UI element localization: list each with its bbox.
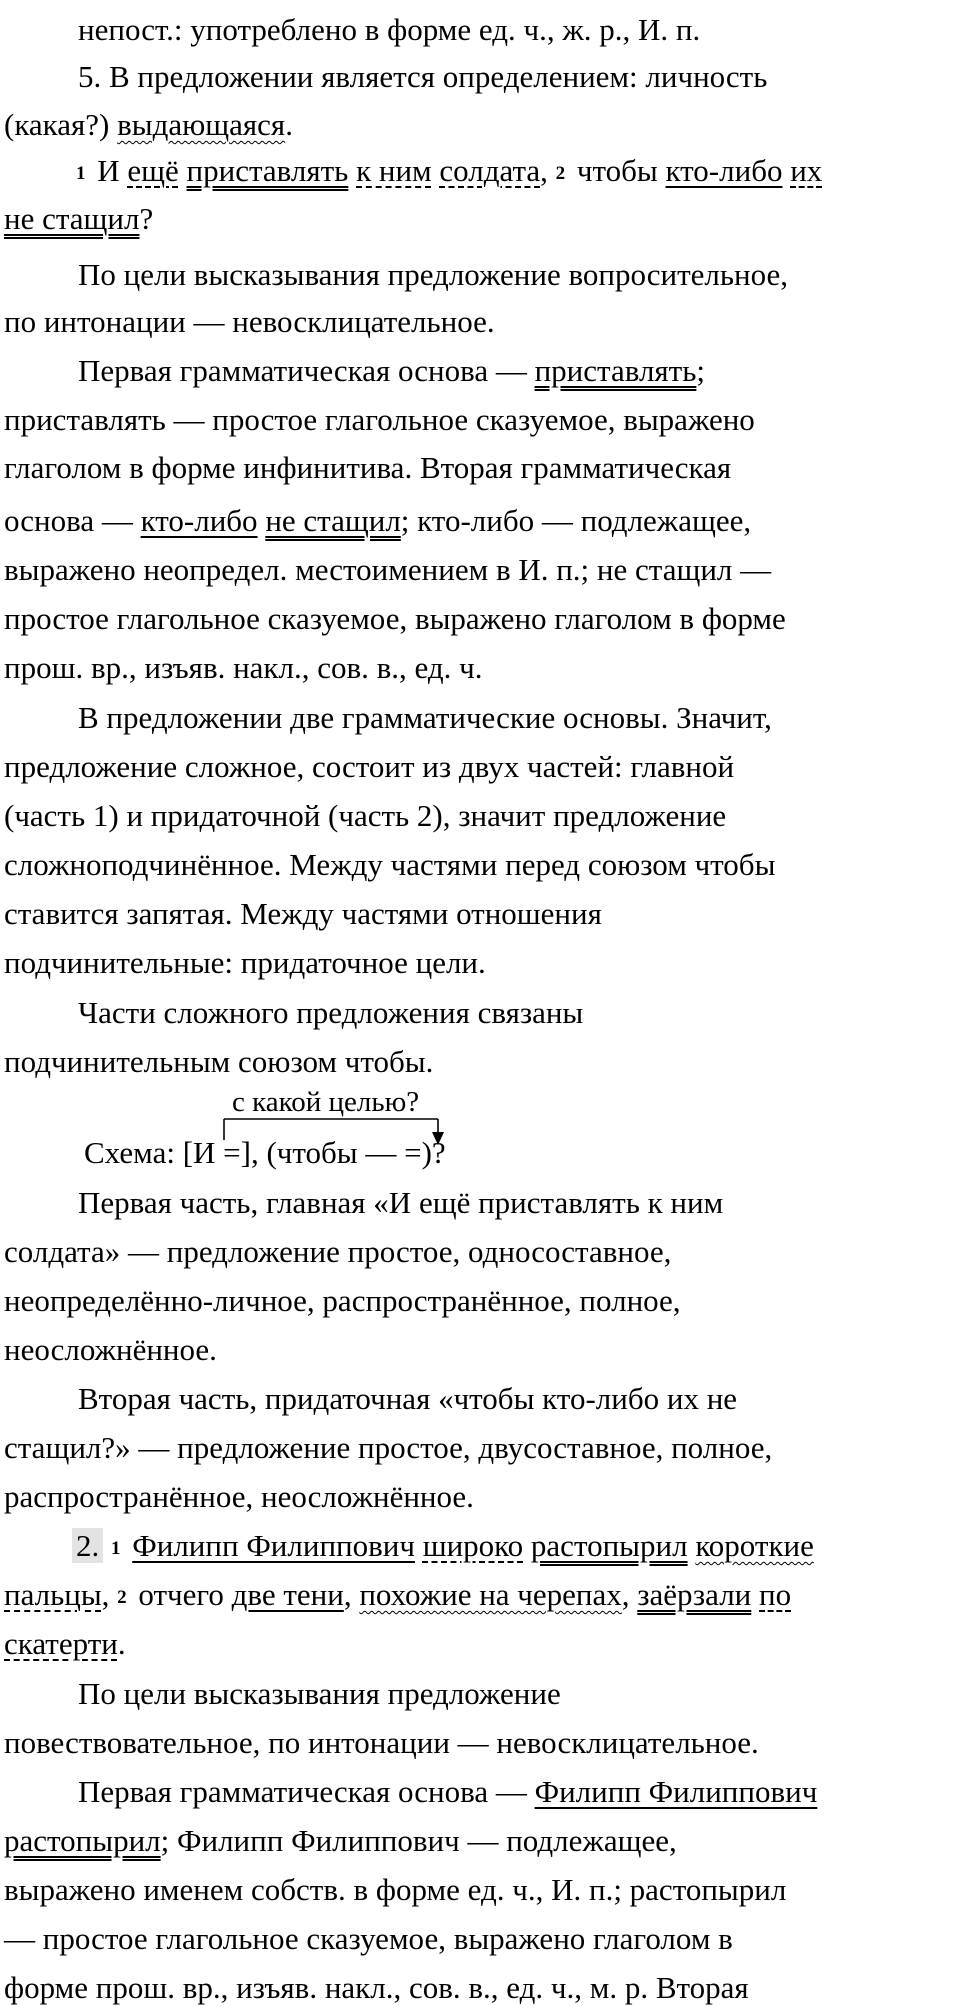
- text: И: [89, 153, 128, 188]
- text-line: [4, 1823, 677, 1859]
- text-line: [78, 1185, 723, 1221]
- object-word: пальцы: [4, 1577, 102, 1612]
- text: сложноподчинённое. Между частями перед союзом чтобы: [4, 847, 776, 882]
- task-number: 2.: [72, 1528, 103, 1563]
- subject-word: две тени: [231, 1577, 344, 1612]
- text: (часть 1) и придаточной (часть 2), значит предложение: [4, 798, 727, 833]
- object-word: солдата: [439, 153, 541, 188]
- text: [415, 1528, 423, 1563]
- text: ;: [696, 353, 705, 388]
- text-line: [4, 1725, 759, 1761]
- text: 5. В предложении является определением: личность: [78, 59, 768, 94]
- sentence-line: [4, 1626, 126, 1662]
- text: по интонации — невосклицательное.: [4, 304, 495, 339]
- text: .: [285, 107, 293, 142]
- text: основа —: [4, 503, 141, 538]
- text: (какая?): [4, 107, 118, 142]
- attribute-word: выдающаяся: [117, 107, 286, 142]
- scheme-line: [84, 1135, 446, 1171]
- adverbial-word: ещё: [127, 153, 179, 188]
- predicate-word: растопырил: [530, 1528, 688, 1563]
- clause-number: 1: [111, 1538, 121, 1559]
- text: ,: [343, 1577, 360, 1612]
- text-line: [4, 1234, 671, 1270]
- text: отчего: [130, 1577, 232, 1612]
- text: стащил?» — предложение простое, двусоставное, полное,: [4, 1430, 773, 1465]
- predicate-word: заёрзали: [637, 1577, 752, 1612]
- text: По цели высказывания предложение: [78, 1676, 561, 1711]
- text-line: [4, 1332, 217, 1368]
- text-line: [78, 1676, 561, 1712]
- text: ; кто-либо — подлежащее,: [400, 503, 752, 538]
- text: Первая часть, главная «И ещё приставлять к ним: [78, 1185, 724, 1220]
- text: ставится запятая. Между частями отношения: [4, 896, 602, 931]
- text: ,: [101, 1577, 118, 1612]
- predicate-word: приставлять: [186, 153, 349, 188]
- text-line: [4, 1921, 733, 1957]
- subject-word: Филипп Филиппович: [132, 1528, 415, 1563]
- text-line: [4, 1283, 681, 1319]
- text: распространённое, неосложнённое.: [4, 1479, 474, 1514]
- text: [523, 1528, 531, 1563]
- sentence-line: [4, 1577, 791, 1616]
- predicate-word: не стащил: [265, 503, 401, 538]
- text: выражено неопредел. местоимением в И. п.; не стащил —: [4, 552, 772, 587]
- subject-word: кто-либо: [140, 503, 258, 538]
- text: чтобы: [569, 153, 666, 188]
- attribute-phrase: похожие на черепах: [359, 1577, 622, 1612]
- adverbial-word: скатерти: [4, 1626, 118, 1661]
- text-line: [78, 1381, 737, 1417]
- adverbial-word: по: [759, 1577, 792, 1612]
- text: [751, 1577, 759, 1612]
- predicate-word: растопырил: [4, 1823, 161, 1858]
- predicate-word: приставлять: [534, 353, 697, 388]
- subject-word: кто-либо: [665, 153, 783, 188]
- text: неопределённо-личное, распространённое, полное,: [4, 1283, 681, 1318]
- text-line: [78, 1774, 817, 1810]
- text: неосложнённое.: [4, 1332, 217, 1367]
- sentence-line: [72, 1528, 814, 1567]
- text: Вторая часть, придаточная «чтобы кто-либо их не: [78, 1381, 738, 1416]
- attribute-word: короткие: [695, 1528, 814, 1563]
- text: предложение сложное, состоит из двух частей: главной: [4, 749, 735, 784]
- text: ?: [139, 201, 154, 236]
- object-word: их: [790, 153, 823, 188]
- clause-number: 2: [555, 163, 566, 184]
- text: глаголом в форме инфинитива. Вторая грамматическая: [4, 450, 732, 485]
- text: ,: [540, 153, 556, 188]
- subject-word: Филипп Филиппович: [534, 1774, 818, 1809]
- text: ; Филипп Филиппович — подлежащее,: [160, 1823, 677, 1858]
- adverbial-word: широко: [422, 1528, 524, 1563]
- object-word: к ним: [356, 153, 432, 188]
- text: форме прош. вр., изъяв. накл., сов. в., ед. ч., м. р. Вторая: [4, 1970, 749, 2005]
- text: подчинительным союзом чтобы.: [4, 1044, 434, 1079]
- scheme-formula: Схема: [И =], (чтобы — =)?: [84, 1135, 446, 1170]
- text: подчинительные: придаточное цели.: [4, 945, 486, 980]
- text: приставлять — простое глагольное сказуемое, выражено: [4, 402, 755, 437]
- text: По цели высказывания предложение вопросительное,: [78, 257, 789, 292]
- text: выражено именем собств. в форме ед. ч., И. п.; растопырил: [4, 1872, 787, 1907]
- clause-number: 1: [76, 163, 86, 184]
- text: .: [117, 1626, 126, 1661]
- text: ,: [621, 1577, 638, 1612]
- text: с какой целью?: [232, 1086, 420, 1118]
- text: Части сложного предложения связаны: [78, 995, 584, 1030]
- text-line: [4, 1479, 474, 1515]
- text: непост.: употреблено в форме ед. ч., ж. р., И. п.: [78, 12, 701, 47]
- text: В предложении две грамматические основы. Значит,: [78, 700, 772, 735]
- text: Первая грамматическая основа —: [78, 1774, 535, 1809]
- text-line: [4, 1430, 772, 1466]
- text: солдата» — предложение простое, односоставное,: [4, 1234, 672, 1269]
- text: — простое глагольное сказуемое, выражено глаголом в: [4, 1921, 733, 1956]
- clause-number: 2: [117, 1587, 127, 1608]
- predicate-word: не стащил: [4, 201, 140, 236]
- text: прош. вр., изъяв. накл., сов. в., ед. ч.: [4, 650, 483, 685]
- text-line: [4, 1970, 749, 2006]
- text: Первая грамматическая основа —: [78, 353, 535, 388]
- text-line: [4, 1872, 786, 1908]
- text: простое глагольное сказуемое, выражено глаголом в форме: [4, 601, 786, 636]
- text: повествовательное, по интонации — невосклицательное.: [4, 1725, 759, 1760]
